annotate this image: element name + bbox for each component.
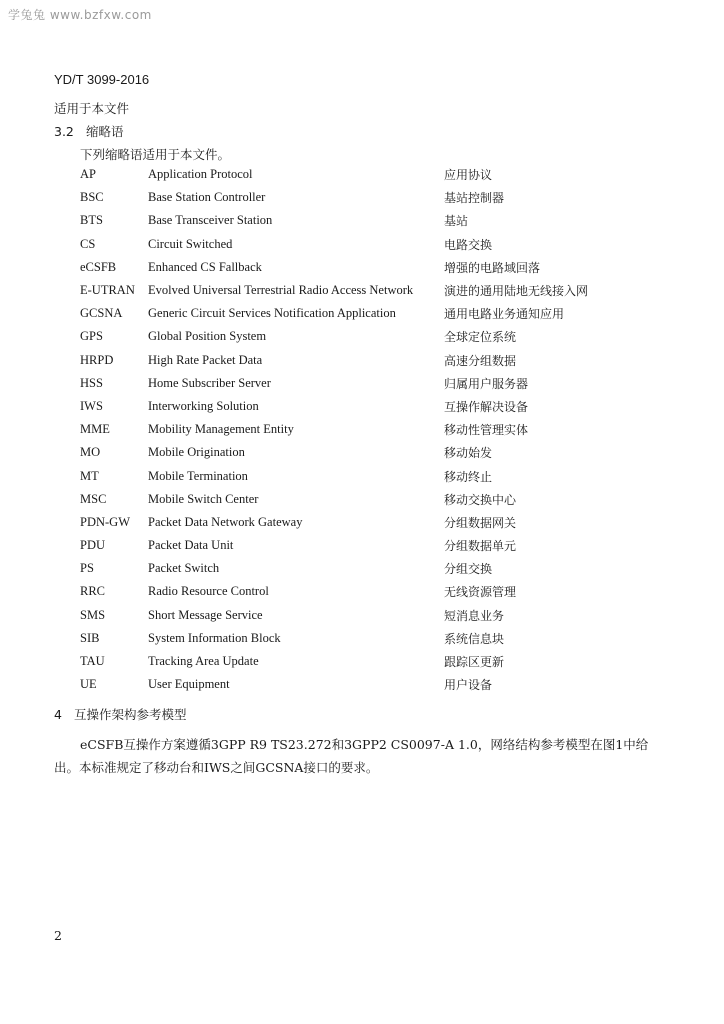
chinese-term-cell: 系统信息块 xyxy=(444,631,505,646)
chinese-term-cell: 无线资源管理 xyxy=(444,585,517,600)
chinese-term-cell: 移动性管理实体 xyxy=(444,423,529,438)
english-term-cell: Mobile Origination xyxy=(148,445,245,460)
section-4-paragraph: eCSFB互操作方案遵循3GPP R9 TS23.272和3GPP2 CS0097-A 1.0，网络结构参考模型在图1中给出。本标准规定了移动台和IWS之间GCSNA接口的要求。 xyxy=(54,737,649,775)
table-row xyxy=(80,511,588,534)
abbr-cell: HRPD xyxy=(80,352,114,367)
english-term-cell: Short Message Service xyxy=(148,607,263,622)
table-row xyxy=(80,163,588,186)
chinese-term-cell: 全球定位系统 xyxy=(444,330,517,345)
english-term-cell: Mobile Termination xyxy=(148,468,248,483)
english-term-cell: Home Subscriber Server xyxy=(148,375,271,390)
abbr-cell: SMS xyxy=(80,607,106,622)
english-term-cell: User Equipment xyxy=(148,677,230,692)
chinese-term-cell: 移动交换中心 xyxy=(444,492,517,507)
chinese-term-cell: 分组数据网关 xyxy=(444,515,517,530)
chinese-term-cell: 归属用户服务器 xyxy=(444,376,529,391)
abbreviation-table xyxy=(80,163,588,696)
table-row xyxy=(80,256,588,279)
abbr-cell: SIB xyxy=(80,630,100,645)
table-row xyxy=(80,604,588,627)
table-row xyxy=(80,418,588,441)
english-term-cell: High Rate Packet Data xyxy=(148,352,263,367)
english-term-cell: Mobility Management Entity xyxy=(148,422,294,437)
chinese-term-cell: 跟踪区更新 xyxy=(444,655,505,670)
table-row xyxy=(80,534,588,557)
chinese-term-cell: 通用电路业务通知应用 xyxy=(444,307,565,322)
abbr-cell: AP xyxy=(80,167,96,182)
abbr-cell: UE xyxy=(80,677,97,692)
chinese-term-cell: 互操作解决设备 xyxy=(444,399,529,414)
english-term-cell: Enhanced CS Fallback xyxy=(148,259,262,274)
table-row xyxy=(80,302,588,325)
section-number: 4 xyxy=(54,707,62,722)
chinese-term-cell: 电路交换 xyxy=(444,237,493,252)
table-row xyxy=(80,279,588,302)
table-row xyxy=(80,233,588,256)
table-row xyxy=(80,349,588,372)
chinese-term-cell: 基站 xyxy=(444,214,469,229)
table-row xyxy=(80,441,588,464)
table-row xyxy=(80,580,588,603)
table-row xyxy=(80,372,588,395)
abbr-cell: PDN-GW xyxy=(80,514,130,529)
abbr-cell: eCSFB xyxy=(80,259,117,274)
continuation-text: 适用于本文件 xyxy=(54,101,130,116)
abbr-cell: CS xyxy=(80,236,96,251)
document-id: YD/T 3099-2016 xyxy=(54,72,150,87)
chinese-term-cell: 分组交换 xyxy=(444,562,493,577)
table-row xyxy=(80,673,588,696)
abbr-cell: PDU xyxy=(80,538,106,553)
table-row xyxy=(80,209,588,232)
table-row xyxy=(80,650,588,673)
english-term-cell: Packet Data Unit xyxy=(148,538,234,553)
table-row xyxy=(80,325,588,348)
table-row xyxy=(80,557,588,580)
chinese-term-cell: 移动始发 xyxy=(444,446,493,461)
english-term-cell: Interworking Solution xyxy=(148,398,259,413)
english-term-cell: Packet Data Network Gateway xyxy=(148,514,303,529)
abbr-cell: MT xyxy=(80,468,99,483)
english-term-cell: Evolved Universal Terrestrial Radio Access Network xyxy=(148,283,414,298)
abbr-cell: BSC xyxy=(80,190,104,205)
abbr-cell: PS xyxy=(80,561,94,576)
chinese-term-cell: 基站控制器 xyxy=(444,191,505,206)
english-term-cell: Mobile Switch Center xyxy=(148,491,259,506)
watermark-text: 学兔兔 www.bzfxw.com xyxy=(8,8,152,22)
abbr-cell: GCSNA xyxy=(80,306,123,321)
english-term-cell: Circuit Switched xyxy=(148,236,233,251)
abbr-cell: HSS xyxy=(80,375,103,390)
chinese-term-cell: 高速分组数据 xyxy=(444,353,517,368)
table-row xyxy=(80,627,588,650)
table-row xyxy=(80,464,588,487)
abbr-cell: MSC xyxy=(80,491,107,506)
english-term-cell: Base Station Controller xyxy=(148,190,266,205)
table-row xyxy=(80,395,588,418)
chinese-term-cell: 增强的电路域回落 xyxy=(444,260,541,275)
chinese-term-cell: 分组数据单元 xyxy=(444,539,517,554)
page-number: 2 xyxy=(54,928,62,943)
english-term-cell: Application Protocol xyxy=(148,167,253,182)
english-term-cell: Generic Circuit Services Notification Application xyxy=(148,306,396,321)
english-term-cell: Radio Resource Control xyxy=(148,584,269,599)
abbr-cell: MO xyxy=(80,445,101,460)
chinese-term-cell: 演进的通用陆地无线接入网 xyxy=(444,284,589,299)
abbr-cell: GPS xyxy=(80,329,103,344)
intro-sentence: 下列缩略语适用于本文件。 xyxy=(80,147,231,162)
english-term-cell: System Information Block xyxy=(148,630,281,645)
chinese-term-cell: 移动终止 xyxy=(444,469,493,484)
english-term-cell: Packet Switch xyxy=(148,561,220,576)
section-4-heading xyxy=(54,705,187,723)
english-term-cell: Global Position System xyxy=(148,329,267,344)
table-row xyxy=(80,186,588,209)
abbr-cell: MME xyxy=(80,422,110,437)
table-row xyxy=(80,488,588,511)
section-3-2-heading xyxy=(54,122,124,140)
abbr-cell: TAU xyxy=(80,654,105,669)
section-number: 3.2 xyxy=(54,124,74,139)
abbr-cell: BTS xyxy=(80,213,103,228)
english-term-cell: Base Transceiver Station xyxy=(148,213,273,228)
chinese-term-cell: 用户设备 xyxy=(444,678,493,693)
abbr-cell: E-UTRAN xyxy=(80,283,135,298)
english-term-cell: Tracking Area Update xyxy=(148,654,259,669)
section-title: 缩略语 xyxy=(86,124,124,139)
section-title: 互操作架构参考模型 xyxy=(74,707,187,722)
chinese-term-cell: 短消息业务 xyxy=(444,608,505,623)
abbr-cell: RRC xyxy=(80,584,106,599)
abbr-cell: IWS xyxy=(80,398,103,413)
chinese-term-cell: 应用协议 xyxy=(444,168,493,183)
